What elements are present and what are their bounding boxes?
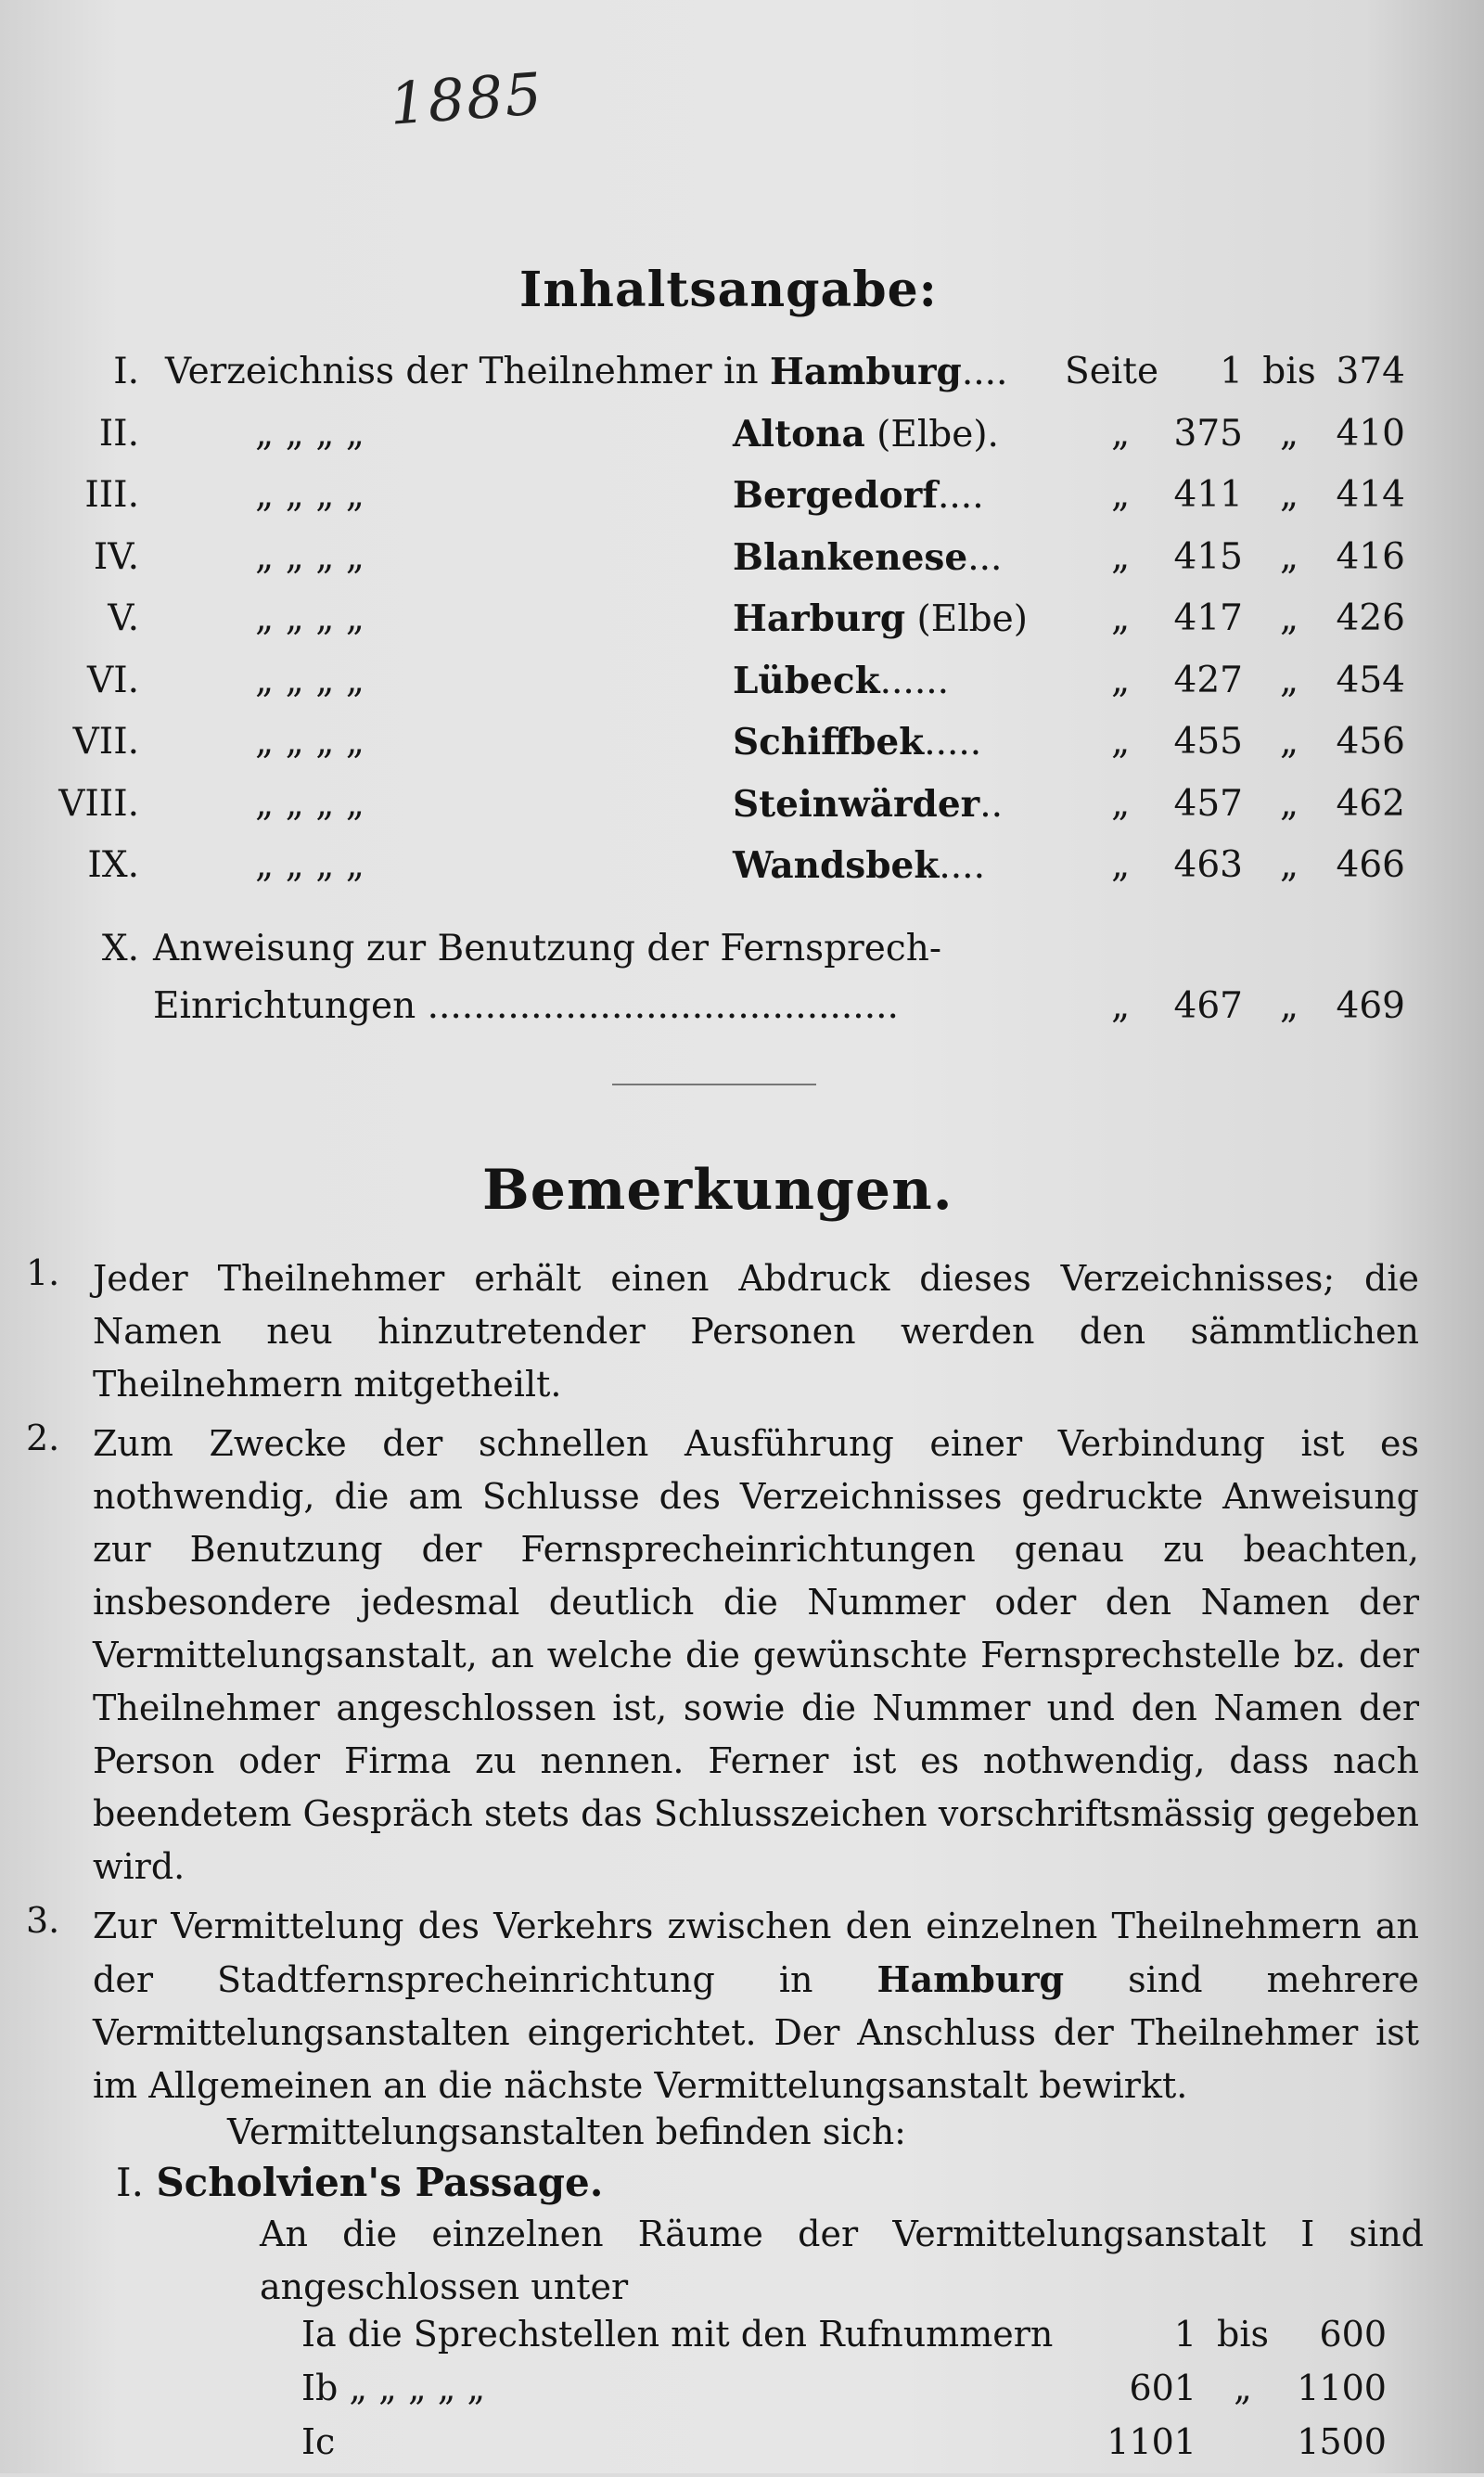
toc-row: [0, 597, 1484, 655]
toc-to: 466: [1336, 844, 1405, 886]
toc-number: V.: [108, 597, 139, 639]
toc-from: 457: [1173, 782, 1243, 825]
toc-to: 456: [1336, 721, 1405, 763]
remark-number: 2.: [26, 1418, 60, 1458]
call-number-label: Ia die Sprechstellen mit den Rufnummern: [301, 2314, 1054, 2355]
toc-text: „ „ „ „: [255, 597, 365, 639]
call-number-to: 1100: [1297, 2368, 1387, 2408]
toc-label: „: [1111, 844, 1131, 886]
toc-number: II.: [98, 412, 139, 455]
toc-text: „ „ „ „: [255, 535, 365, 578]
toc-title: Inhaltsangabe:: [519, 262, 938, 318]
toc-from: 467: [1173, 985, 1243, 1027]
toc-bis: „: [1279, 659, 1299, 701]
toc-label: „: [1111, 535, 1131, 578]
remark-paragraph: Zum Zwecke der schnellen Ausführung einer Verbindung ist es nothwendig, die am Schlusse des Verzeichnisses gedruckte Anweisung zur Benutzung der Fernsprecheinrichtungen genau zu beachten, insbesondere jedesmal deutlich die Nummer oder den Namen der Vermittelungsanstalt, an welche die gewünschte Fernsprechstelle bz. der Theilnehmer angeschlossen ist, sowie die Nummer und den Namen der Person oder Firma zu nennen. Ferner ist es nothwendig, dass nach beendetem Gespräch stets das Schlusszeichen vorschriftsmässig gegeben wird.: [93, 1423, 1419, 1887]
toc-row: [0, 844, 1484, 902]
toc-place-name: Hamburg: [770, 351, 962, 393]
call-number-bis: bis: [1217, 2314, 1269, 2355]
section-number: I.: [116, 2160, 144, 2205]
toc-number: VI.: [87, 659, 139, 701]
toc-text: „ „ „ „: [255, 782, 365, 825]
toc-to: 410: [1336, 412, 1405, 455]
toc-bis: „: [1279, 985, 1299, 1027]
call-number-row: [0, 2421, 1484, 2477]
toc-place: [733, 536, 1002, 579]
toc-bis: bis: [1262, 351, 1316, 392]
toc-place: [733, 413, 999, 456]
toc-dots: ...: [967, 536, 1003, 579]
toc-number: III.: [84, 474, 139, 516]
toc-number: VIII.: [58, 782, 139, 825]
toc-dots: ....: [939, 845, 985, 887]
toc-place: [733, 597, 1028, 640]
toc-text: „ „ „ „: [255, 412, 365, 455]
toc-row: [0, 660, 1484, 717]
toc-place-name: Altona: [733, 412, 865, 456]
toc-from: 455: [1173, 721, 1243, 763]
remarks-title: Bemerkungen.: [482, 1158, 953, 1223]
toc-text: Verzeichniss der Theilnehmer in: [165, 351, 759, 392]
toc-text: „ „ „ „: [255, 659, 365, 701]
toc-row: [0, 721, 1484, 778]
toc-place: [733, 721, 981, 764]
toc-row-last: [0, 928, 1484, 985]
toc-place-name: Schiffbek: [733, 721, 925, 764]
remark-paragraph: Jeder Theilnehmer erhält einen Abdruck dieses Verzeichnisses; die Namen neu hinzutretender Personen werden den sämmtlichen Theilnehmern mitgetheilt.: [93, 1258, 1419, 1405]
toc-from: 417: [1173, 597, 1243, 639]
toc-dots: .....: [924, 722, 982, 764]
remark-indented-line: Vermittelungsanstalten befinden sich:: [227, 2111, 906, 2152]
call-number-from: 601: [1129, 2368, 1196, 2408]
toc-number: IX.: [87, 844, 139, 886]
toc-dots: ......: [879, 660, 950, 702]
toc-from: 415: [1173, 535, 1243, 578]
section-title: Scholvien's Passage.: [156, 2160, 604, 2205]
remark-text: sind mehrere Vermittelungsanstalten eingerichtet. Der Anschluss der Theilnehmer ist im Allgemeinen an die nächste Vermittelungsanstalt bewirkt.: [93, 1959, 1419, 2106]
toc-to: 416: [1336, 535, 1405, 578]
toc-place-name: Blankenese: [733, 535, 968, 579]
toc-label: „: [1111, 782, 1131, 825]
section-paragraph: An die einzelnen Räume der Vermittelungsanstalt I sind angeschlossen unter: [260, 2214, 1424, 2307]
toc-place-suffix: (Elbe): [905, 598, 1028, 640]
toc-label: „: [1111, 985, 1131, 1027]
toc-place: [733, 660, 949, 702]
toc-place: [733, 474, 984, 517]
toc-dots: ..: [979, 783, 1003, 826]
toc-to: 454: [1336, 659, 1405, 701]
call-number-to: 600: [1319, 2314, 1387, 2355]
toc-from: 463: [1173, 844, 1243, 886]
toc-to: 469: [1336, 985, 1405, 1027]
toc-to: 462: [1336, 782, 1405, 825]
toc-bis: „: [1279, 721, 1299, 763]
toc-place-name: Harburg: [733, 597, 906, 640]
toc-label: „: [1111, 659, 1131, 701]
remark-paragraph: [93, 1900, 1419, 2112]
call-number-row: [0, 2314, 1484, 2369]
toc-from: 411: [1173, 474, 1243, 516]
toc-row: [0, 536, 1484, 594]
remark-number: 1.: [26, 1252, 60, 1293]
toc-from: 375: [1173, 412, 1243, 455]
call-number-label: Ic: [301, 2421, 336, 2462]
toc-dots: ....: [938, 475, 984, 517]
toc-row: [0, 351, 1484, 408]
toc-bis: „: [1279, 474, 1299, 516]
toc-label: „: [1111, 597, 1131, 639]
toc-label: „: [1111, 412, 1131, 455]
toc-to: 426: [1336, 597, 1405, 639]
toc-place: [733, 844, 985, 887]
call-number-from: 1101: [1107, 2421, 1196, 2462]
toc-place-name: Bergedorf: [733, 474, 939, 517]
toc-row: [0, 413, 1484, 470]
toc-dots: ....: [961, 352, 1008, 393]
toc-to: 374: [1336, 351, 1405, 392]
toc-place-name: Steinwärder: [733, 782, 980, 826]
call-number-label: Ib „ „ „ „ „: [301, 2368, 486, 2408]
remark-number: 3.: [26, 1900, 60, 1941]
handwritten-year: 1885: [387, 59, 546, 138]
divider: [612, 1084, 816, 1085]
toc-place-name: Wandsbek: [733, 844, 940, 887]
toc-number: I.: [113, 351, 139, 392]
remark-text: Zur Vermittelung des Verkehrs zwischen den einzelnen Theilnehmern an der Stadtfernsprecheinrichtung in: [93, 1906, 1419, 2000]
toc-number: IV.: [93, 535, 139, 578]
toc-label: „: [1111, 474, 1131, 516]
toc-to: 414: [1336, 474, 1405, 516]
toc-text: Einrichtungen .........................................: [153, 985, 899, 1027]
toc-place: [733, 783, 1003, 826]
toc-place: [770, 351, 1007, 393]
call-number-bis: „: [1234, 2368, 1252, 2408]
toc-row: [0, 474, 1484, 532]
toc-label: „: [1111, 721, 1131, 763]
call-number-row: [0, 2368, 1484, 2423]
call-number-to: 1500: [1297, 2421, 1387, 2462]
toc-row-last-cont: [0, 985, 1484, 1043]
toc-text: „ „ „ „: [255, 474, 365, 516]
toc-bis: „: [1279, 412, 1299, 455]
toc-text: „ „ „ „: [255, 844, 365, 886]
toc-row: [0, 783, 1484, 841]
toc-text: „ „ „ „: [255, 721, 365, 763]
toc-bis: „: [1279, 844, 1299, 886]
toc-bis: „: [1279, 597, 1299, 639]
section-heading: [116, 2160, 603, 2205]
toc-label: Seite: [1065, 351, 1159, 392]
toc-place-name: Lübeck: [733, 659, 880, 702]
toc-from: 427: [1173, 659, 1243, 701]
toc-bis: „: [1279, 535, 1299, 578]
toc-from: 1: [1220, 351, 1243, 392]
call-number-from: 1: [1173, 2314, 1196, 2355]
toc-place-suffix: (Elbe).: [864, 413, 999, 456]
toc-number: VII.: [72, 721, 139, 763]
toc-text: Anweisung zur Benutzung der Fernsprech-: [153, 928, 942, 969]
toc-number: X.: [101, 928, 139, 969]
remark-bold-text: Hamburg: [876, 1958, 1065, 2000]
toc-bis: „: [1279, 782, 1299, 825]
